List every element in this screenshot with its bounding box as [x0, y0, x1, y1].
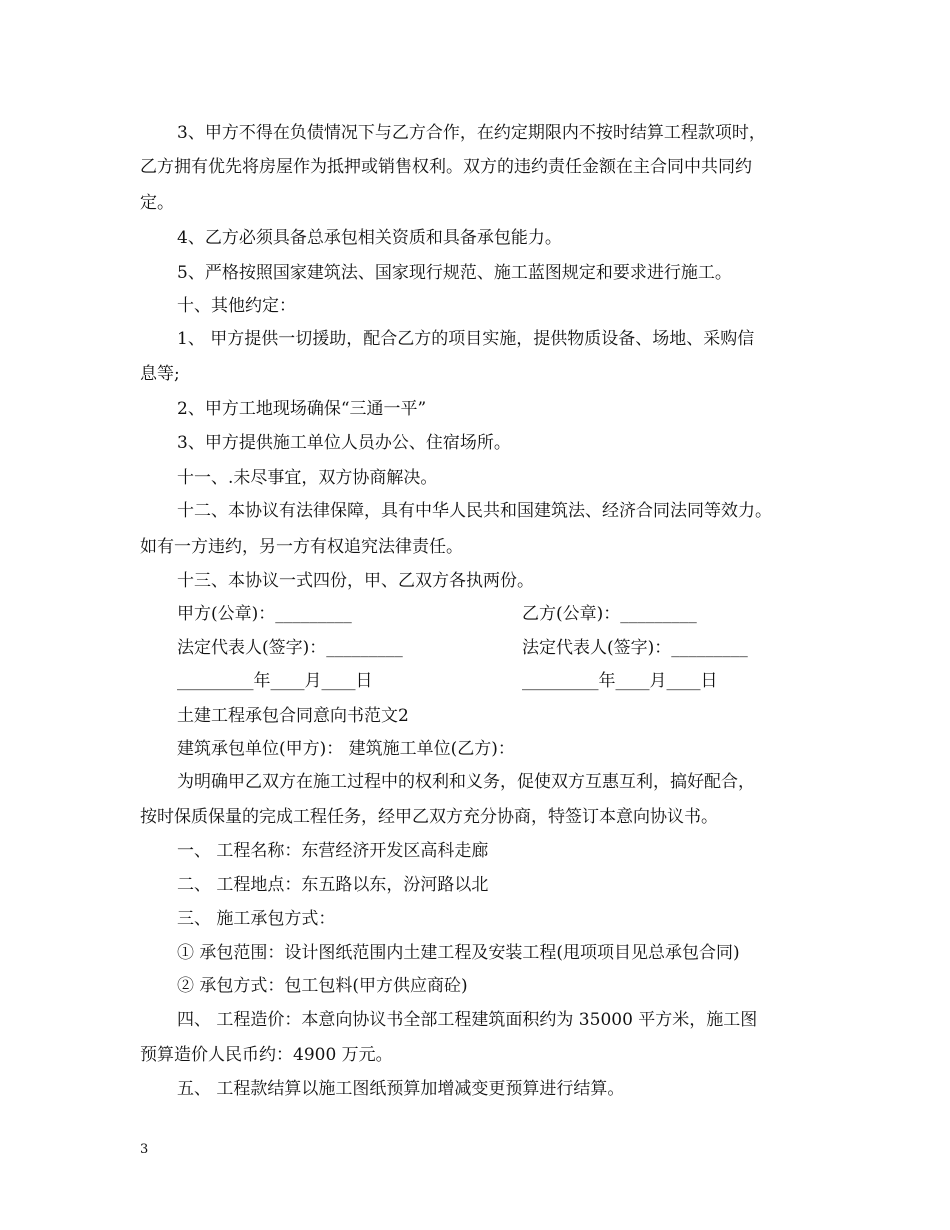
preamble-line-1: 为明确甲乙双方在施工过程中的权利和义务，促使双方互惠互利，搞好配合，: [177, 772, 755, 792]
section-12-line-1: 十二、本协议有法律保障，具有中华人民共和国建筑法、经济合同法同等效力。: [177, 501, 772, 521]
clause-4: 4、乙方必须具备总承包相关资质和具备承包能力。: [177, 228, 562, 248]
clause-3-line-2: 乙方拥有优先将房屋作为抵押或销售权利。双方的违约责任金额在主合同中共同约: [140, 157, 752, 177]
project-cost-line-2: 预算造价人民币约：4900 万元。: [140, 1045, 393, 1065]
contract-scope: ① 承包范围：设计图纸范围内土建工程及安装工程(甩项项目见总承包合同): [177, 943, 740, 963]
section-10-heading: 十、其他约定：: [177, 296, 296, 316]
section-12-line-2: 如有一方违约，另一方有权追究法律责任。: [140, 537, 463, 557]
party-b-date: _________年____月____日: [522, 671, 718, 691]
sample-2-title: 土建工程承包合同意向书范文2: [177, 706, 409, 726]
other-1-line-1: 1、 甲方提供一切援助，配合乙方的项目实施，提供物质设备、场地、采购信: [177, 329, 755, 349]
project-cost-line-1: 四、 工程造价：本意向协议书全部工程建筑面积约为 35000 平方米，施工图: [177, 1010, 758, 1030]
party-b-representative: 法定代表人(签字)：_________: [522, 638, 748, 658]
other-2: 2、甲方工地现场确保“三通一平”: [177, 399, 427, 419]
section-13: 十三、本协议一式四份，甲、乙双方各执两份。: [177, 571, 534, 591]
clause-5: 5、严格按照国家建筑法、国家现行规范、施工蓝图规定和要求进行施工。: [177, 263, 732, 283]
contract-method-heading: 三、 施工承包方式：: [177, 909, 336, 929]
project-location: 二、 工程地点：东五路以东，汾河路以北: [177, 875, 489, 895]
party-a-date: _________年____月____日: [177, 671, 373, 691]
preamble-line-2: 按时保质保量的完成工程任务，经甲乙双方充分协商，特签订本意向协议书。: [140, 807, 718, 827]
clause-3-line-1: 3、甲方不得在负债情况下与乙方合作，在约定期限内不按时结算工程款项时，: [177, 123, 766, 143]
contract-mode: ② 承包方式：包工包料(甲方供应商砼): [177, 976, 468, 996]
party-a-seal: 甲方(公章)：_________: [177, 604, 352, 624]
contracting-parties: 建筑承包单位(甲方)： 建筑施工单位(乙方)：: [177, 739, 515, 759]
page-number: 3: [140, 1142, 149, 1157]
project-name: 一、 工程名称：东营经济开发区高科走廊: [177, 841, 489, 861]
other-1-line-2: 息等;: [140, 364, 180, 384]
other-3: 3、甲方提供施工单位人员办公、住宿场所。: [177, 433, 511, 453]
party-b-seal: 乙方(公章)：_________: [522, 604, 697, 624]
section-11: 十一、.未尽事宜，双方协商解决。: [177, 468, 438, 488]
party-a-representative: 法定代表人(签字)：_________: [177, 638, 403, 658]
clause-3-line-3: 定。: [140, 193, 174, 213]
settlement-clause: 五、 工程款结算以施工图纸预算加增减变更预算进行结算。: [177, 1079, 625, 1099]
